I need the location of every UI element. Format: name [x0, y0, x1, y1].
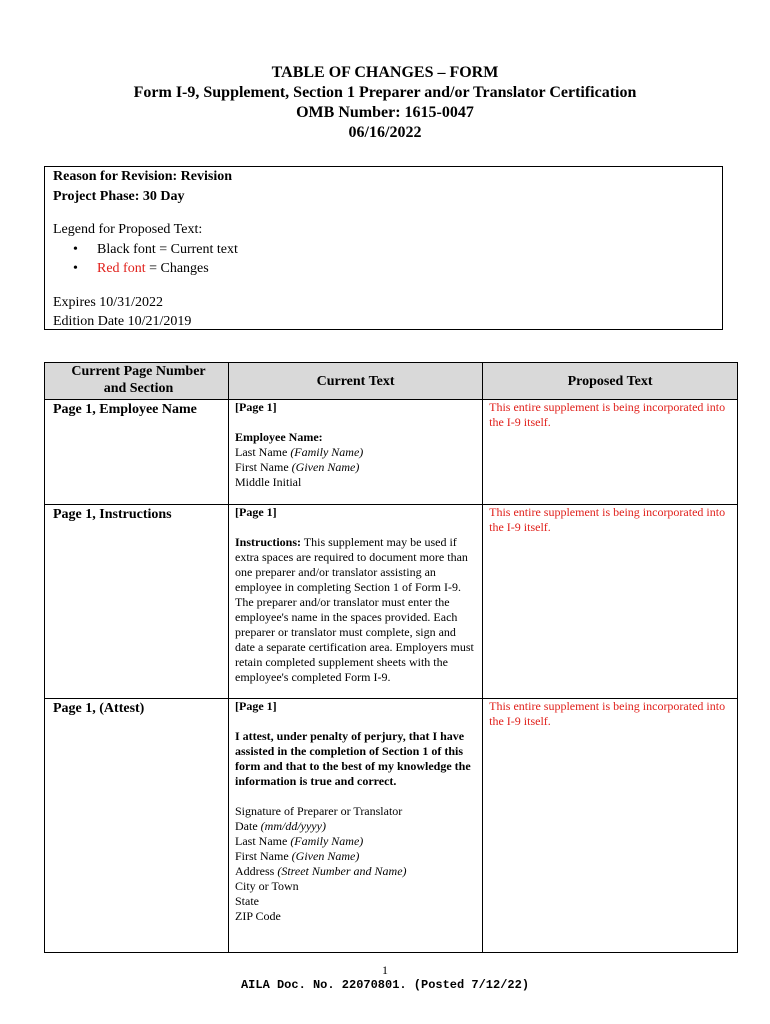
proposed-text: This entire supplement is being incorporated into the I-9 itself. — [489, 699, 726, 728]
bullet-icon: • — [73, 261, 78, 276]
legend-list — [53, 240, 722, 279]
legend-red-rest: = Changes — [145, 261, 209, 276]
document-header — [0, 63, 770, 143]
field-last-name: Last Name (Family Name) — [235, 834, 364, 848]
field-first-name: First Name (Given Name) — [235, 849, 360, 863]
row-section — [45, 699, 229, 953]
table-row — [45, 505, 738, 699]
row-current-text — [229, 400, 483, 505]
aila-doc-number: AILA Doc. No. 22070801. (Posted 7/12/22) — [240, 978, 530, 992]
row-proposed-text — [483, 400, 738, 505]
form-title: Form I-9, Supplement, Section 1 Preparer and/or Translator Certification — [133, 84, 637, 101]
row-proposed-text — [483, 505, 738, 699]
page-ref: [Page 1] — [235, 505, 277, 519]
expires-date: Expires 10/31/2022 — [53, 294, 164, 310]
header-proposed-text: Proposed Text — [483, 363, 738, 400]
row-current-text — [229, 505, 483, 699]
legend-black-text: Black font = Current text — [97, 241, 238, 257]
section-label: Page 1, Instructions — [53, 507, 172, 522]
row-proposed-text — [483, 699, 738, 953]
table-row — [45, 400, 738, 505]
row-current-text — [229, 699, 483, 953]
page-ref: [Page 1] — [235, 400, 277, 414]
header-current-text: Current Text — [229, 363, 483, 400]
revision-info-box — [44, 166, 723, 330]
edition-date: Edition Date 10/21/2019 — [53, 314, 192, 329]
field-zip: ZIP Code — [235, 909, 281, 923]
header-col1-line2: and Section — [103, 381, 174, 396]
instructions-paragraph: Instructions: This supplement may be used if extra spaces are required to document more than one preparer and/or translator assisting an employee in completing Section 1 of Form I-9. The preparer and/or translator must enter the employee's name in the spaces provided. Each preparer or translator must complete, sign and date a separate certification area. Employers must retain completed supplement sheets with the employee's completed Form I-9. — [235, 535, 474, 684]
field-first-name: First Name (Given Name) — [235, 460, 360, 474]
page-footer — [0, 963, 770, 993]
header-col1-line1: Current Page Number — [71, 364, 206, 379]
header-page-section — [45, 363, 229, 400]
doc-title: TABLE OF CHANGES – FORM — [271, 64, 499, 81]
changes-table — [44, 362, 738, 953]
section-label: Page 1, Employee Name — [53, 402, 197, 417]
table-header-row — [45, 363, 738, 400]
field-signature: Signature of Preparer or Translator — [235, 804, 403, 818]
field-last-name: Last Name (Family Name) — [235, 445, 364, 459]
reason-for-revision: Reason for Revision: Revision — [53, 169, 233, 184]
section-label: Page 1, (Attest) — [53, 701, 145, 716]
bullet-icon: • — [73, 241, 78, 257]
table-row — [45, 699, 738, 953]
field-label: Employee Name: — [235, 430, 323, 444]
field-date: Date (mm/dd/yyyy) — [235, 819, 326, 833]
field-address: Address (Street Number and Name) — [235, 864, 407, 878]
project-phase: Project Phase: 30 Day — [53, 188, 185, 204]
legend-item-black — [73, 240, 722, 260]
legend-red-text: Red font — [97, 261, 146, 276]
proposed-text: This entire supplement is being incorporated into the I-9 itself. — [489, 505, 726, 534]
field-city: City or Town — [235, 879, 299, 893]
field-middle-initial: Middle Initial — [235, 475, 302, 489]
attestation-text: I attest, under penalty of perjury, that I have assisted in the completion of Section 1 of this form and that to the best of my knowledge the information is true and correct. — [235, 729, 471, 788]
row-section — [45, 400, 229, 505]
field-state: State — [235, 894, 259, 908]
legend-title: Legend for Proposed Text: — [53, 222, 203, 237]
row-section — [45, 505, 229, 699]
doc-date: 06/16/2022 — [348, 124, 422, 141]
page-ref: [Page 1] — [235, 699, 277, 713]
page-number: 1 — [382, 963, 388, 977]
proposed-text: This entire supplement is being incorporated into the I-9 itself. — [489, 400, 726, 429]
omb-number: OMB Number: 1615-0047 — [296, 104, 474, 121]
legend-item-red — [73, 259, 722, 279]
